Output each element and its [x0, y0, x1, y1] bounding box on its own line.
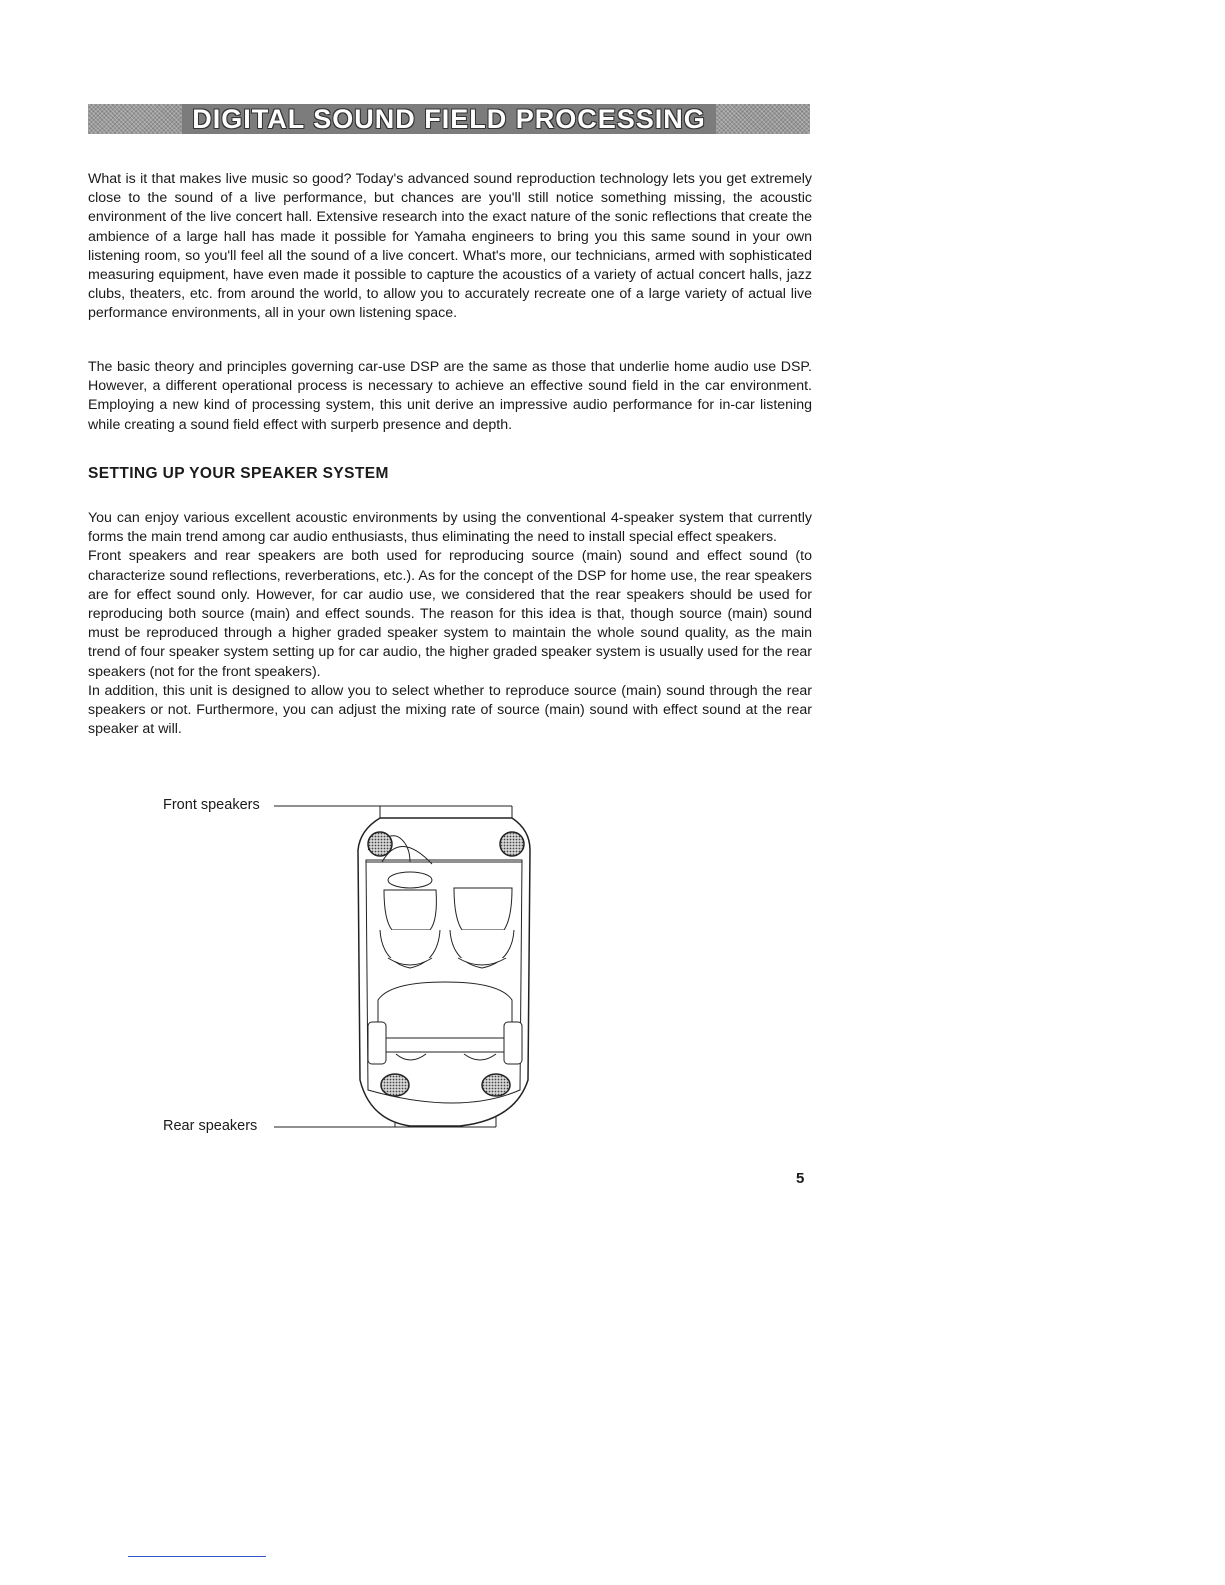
- rear-speakers-label: Rear speakers: [163, 1118, 258, 1134]
- front-left-speaker: [368, 832, 392, 856]
- intro-paragraph-1: What is it that makes live music so good? Today's advanced sound reproduction technology lets you get extremely close to the sound of a live performance, but chances are you'll still notice something missing, the acoustic environment of the live concert hall. Extensive research into the exact nature of the sonic reflections that create the ambience of a large hall has made it possible for Yamaha engineers to bring you this same sound in your own listening room, so you'll feel all the sound of a live concert. What's more, our technicians, armed with sophisticated measuring equipment, have even made it possible to capture the acoustics of a variety of actual concert halls, jazz clubs, theaters, etc. from around the world, to allow you to accurately recreate one of a large variety of actual live performance environments, all in your own listening space.: [88, 171, 812, 322]
- section-body: [88, 509, 812, 739]
- footer-divider: [128, 1556, 266, 1557]
- rear-right-speaker: [482, 1074, 510, 1096]
- section-paragraph-2: Front speakers and rear speakers are both used for reproducing source (main) sound and effect sound (to characterize sound reflections, reverberations, etc.). As for the concept of the DSP for home use, the rear speakers are for effect sound only. However, for car audio use, we considered that the rear speakers should be used for reproducing both source (main) and effect sounds. The reason for this idea is that, though source (main) sound must be reproduced through a higher graded speaker system to maintain the whole sound quality, as the main trend of four speaker system setting up for car audio, the higher graded speaker system is usually used for the rear speakers (not for the front speakers).: [88, 548, 812, 680]
- section-title-banner: [88, 104, 810, 134]
- rear-seat: [368, 982, 522, 1064]
- section-paragraph-1: You can enjoy various excellent acoustic environments by using the conventional 4-speaker system that currently forms the main trend among car audio enthusiasts, thus eliminating the need to install special effect speakers.: [88, 510, 812, 546]
- front-right-speaker: [500, 832, 524, 856]
- section-paragraph-3: In addition, this unit is designed to allow you to select whether to reproduce source (main) sound through the rear speakers or not. Furthermore, you can adjust the mixing rate of source (main) sound with effect sound at the rear speaker at will.: [88, 682, 812, 738]
- rear-left-speaker: [381, 1074, 409, 1096]
- page-title: DIGITAL SOUND FIELD PROCESSING: [182, 104, 716, 134]
- intro-paragraph-2: The basic theory and principles governing car-use DSP are the same as those that underlie home audio use DSP. However, a different operational process is necessary to achieve an effective sound field in the car environment. Employing a new kind of processing system, this unit derive an impressive audio performance for in-car listening while creating a sound field effect with surperb presence and depth.: [88, 359, 812, 433]
- front-speakers-label: Front speakers: [163, 797, 260, 813]
- car-speaker-diagram: [260, 790, 550, 1140]
- page-number: 5: [796, 1170, 805, 1187]
- section-heading: SETTING UP YOUR SPEAKER SYSTEM: [88, 465, 389, 482]
